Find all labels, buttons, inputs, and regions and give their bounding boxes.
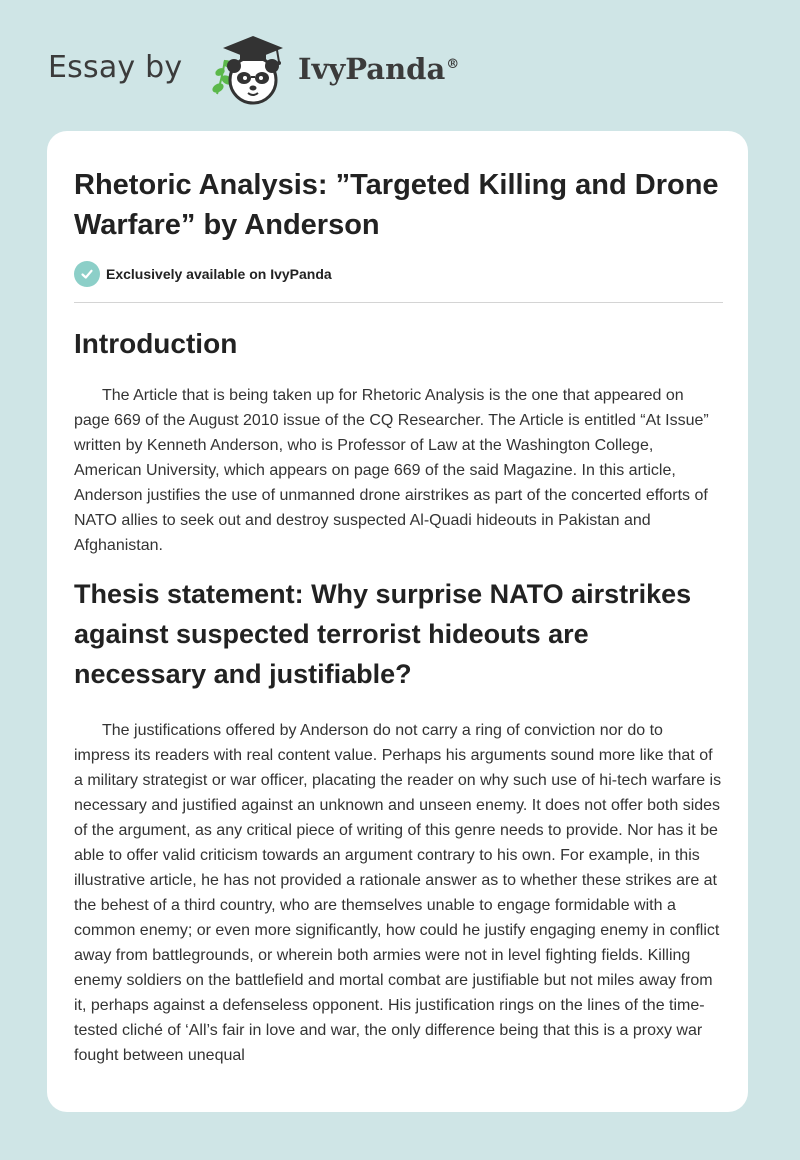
panda-graduate-icon	[203, 30, 293, 110]
brand-name: IvyPanda®	[298, 52, 460, 86]
badge-label: Exclusively available on IvyPanda	[106, 266, 332, 282]
exclusive-badge	[74, 260, 723, 288]
divider	[74, 302, 723, 303]
section-heading-introduction: Introduction	[74, 328, 238, 359]
check-circle-icon	[74, 261, 100, 287]
essay-card	[47, 131, 748, 1112]
essay-title: Rhetoric Analysis: ”Targeted Killing and Drone Warfare” by Anderson	[74, 169, 719, 241]
brand-prefix: Essay by	[48, 50, 183, 85]
section-heading-thesis: Thesis statement: Why surprise NATO airstrikes against suspected terrorist hideouts are necessary and justifiable?	[74, 579, 692, 689]
essay-content	[74, 165, 723, 1068]
brand-header	[48, 30, 508, 110]
registered-mark: ®	[446, 57, 460, 73]
section-paragraph-thesis: The justifications offered by Anderson do not carry a ring of conviction nor do to impress its readers with real content value. Perhaps his arguments sound more like that of a military strategist or war officer, placating the reader on why such use of hi-tech warfare is necessary and justified against an unknown and unseen enemy. It does not offer both sides of the argument, as any critical piece of writing of this genre needs to provide. Nor has it be able to offer valid criticism towards an argument contrary to his own. For example, in this illustrative article, he has not provided a rationale answer as to whether these strikes are at the behest of a third country, who are themselves unable to engage formidable with a common enemy; or even more significantly, how could he justify engaging enemy in conflict away from battlegrounds, or wherein both armies were not in level fighting fields. Killing enemy soldiers on the battlefield and mortal combat are justifiable but not miles away from it, perhaps against a defenseless opponent. His justification rings on the lines of the time-tested cliché of ‘All’s fair in love and war, the only difference being that this is a proxy war fought between unequal	[74, 722, 722, 1064]
section-paragraph-introduction: The Article that is being taken up for Rhetoric Analysis is the one that appeared on page 669 of the August 2010 issue of the CQ Researcher. The Article is entitled “At Issue” written by Kenneth Anderson, who is Professor of Law at the Washington College, American University, which appears on page 669 of the said Magazine. In this article, Anderson justifies the use of unmanned drone airstrikes as part of the concerted efforts of NATO allies to seek out and destroy suspected Al-Quadi hideouts in Pakistan and Afghanistan.	[74, 387, 709, 554]
